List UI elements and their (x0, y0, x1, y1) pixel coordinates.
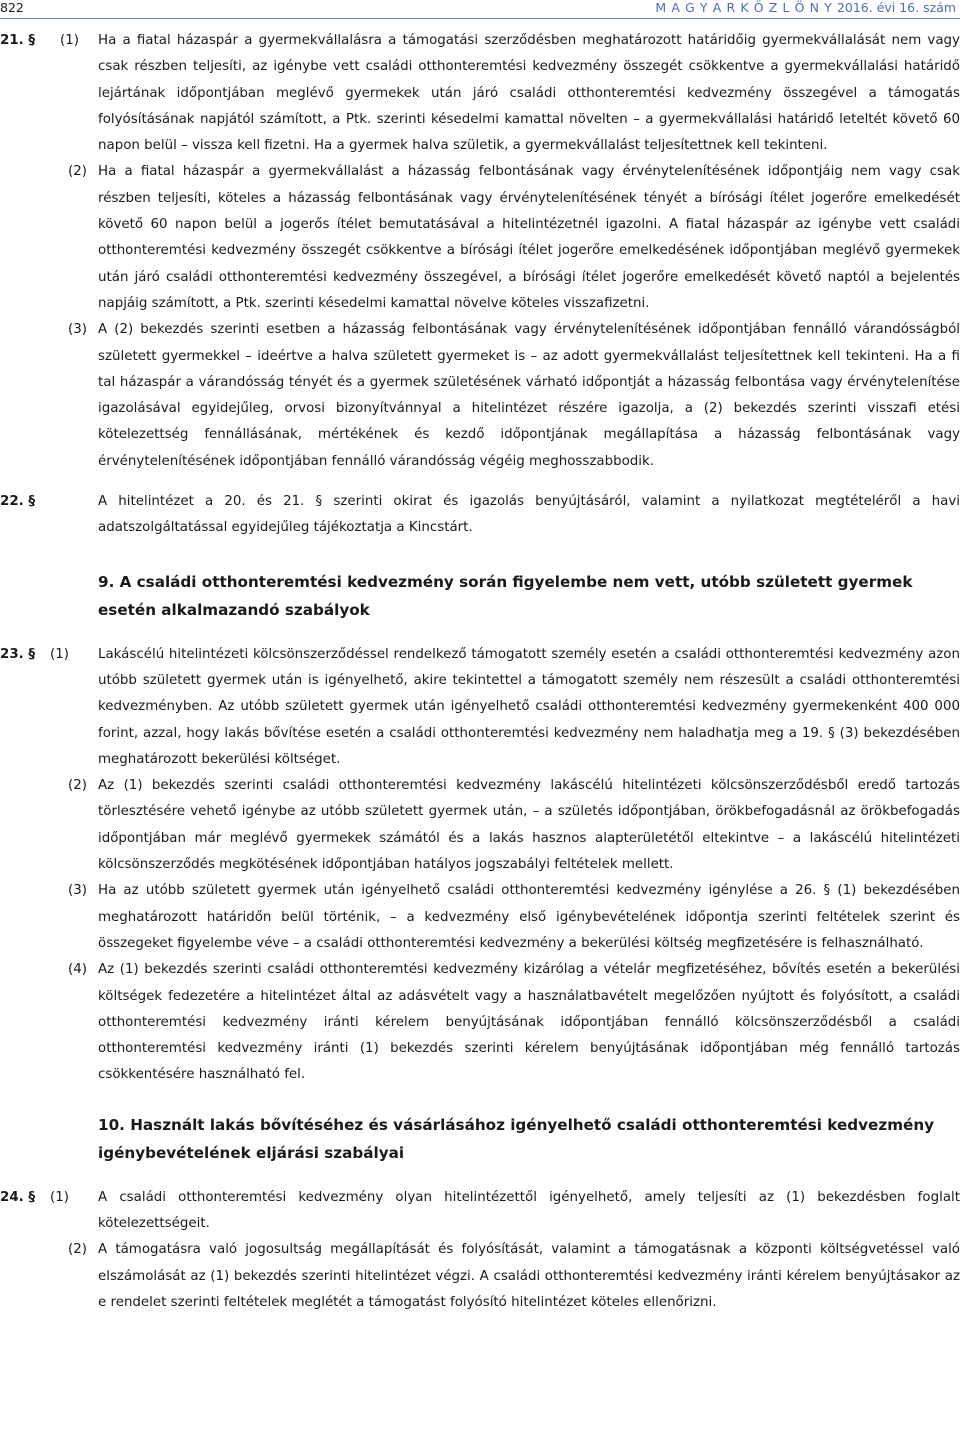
section-21-paragraph-1 (0, 28, 960, 159)
section-23-paragraph-2 (0, 773, 960, 878)
chapter-number: 9. (98, 572, 115, 591)
paragraph-label: (1) (60, 33, 79, 48)
section-number: 22. § (0, 494, 36, 510)
paragraph-text: A (2) bekezdés szerinti esetben a házasság felbontásának vagy érvénytelenítésének időpontjában fennálló várandósságból született gyermekkel – ideértve a halva született gyermeket is – az adott gyermekvállalást teljesítettnek kell tekinteni. Ha a fi tal házaspár a várandósság tényét és a gyermek születésének várható időpontját a házasság felbontása vagy érvénytelenítése igazolásával egyidejűleg, orvosi bizonyítvánnyal a hitelintézet részére igazolja, a (2) bekezdés szerinti visszafi etési kötelezettség fennállásának, mértékének és kezdő időpontjának megállapítása a házasság felbontásának vagy érvénytelenítésének időpontjában fennálló várandósság végéig meghosszabbodik. (98, 322, 960, 469)
issue-label: 2016. évi 16. szám (836, 0, 956, 15)
section-23-paragraph-4 (0, 957, 960, 1088)
spacer (0, 542, 960, 568)
section-24-paragraph-1 (0, 1185, 960, 1238)
section-number: 24. § (0, 1189, 36, 1205)
paragraph-label: (1) (50, 646, 69, 662)
paragraph-text: Ha az utóbb született gyermek után igényelhető családi otthonteremtési kedvezmény igénylése a 26. § (1) bekezdésében meghatározott határidőn belül történik, – a kedvezmény első igénybevételének időpontja szerinti feltételek szerint és összegeket figyelembe véve – a családi otthonteremtési kedvezmény a bekerülési költség megfizetésére is felhasználható. (98, 883, 960, 951)
paragraph-label: (4) (68, 962, 87, 978)
page-header (0, 0, 960, 22)
chapter-title: A családi otthonteremtési kedvezmény során figyelembe nem vett, utóbb született gyermek esetén alkalmazandó szabályok (98, 572, 913, 619)
spacer (0, 475, 960, 489)
chapter-heading-9 (98, 568, 956, 624)
paragraph-label: (3) (68, 883, 87, 899)
paragraph-label: (2) (68, 1242, 87, 1258)
section-23-paragraph-3 (0, 878, 960, 957)
paragraph-label: (2) (68, 164, 87, 180)
header-rule (0, 18, 960, 19)
running-header (655, 0, 956, 16)
paragraph-text: Az (1) bekezdés szerinti családi otthonteremtési kedvezmény kizárólag a vételár megfizetéséhez, bővítés esetén a bekerülési költségek fedezetére a hitelintézet által az adásvételt vagy a használatbavételt megelőzően nyújtott és folyósított, a családi otthonteremtési kedvezmény iránti kérelem benyújtásának időpontjában fennálló kölcsönszerződésből a családi otthonteremtési kedvezmény iránti (1) bekezdés szerinti kérelem benyújtásának időpontjában még fennálló tartozás csökkentésére használható fel. (98, 962, 960, 1083)
section-23-paragraph-1 (0, 642, 960, 773)
paragraph-label: (3) (68, 322, 87, 338)
paragraph-content: Ha a fiatal házaspár a gyermekvállalásra a támogatási szerződésben meghatározott határidőig gyermekvállalását nem vagy csak részben teljesíti, az igénybe vett családi otthonteremtési kedvezmény összegét csökkentve a gyermekvállalási határidő lejártának időpontjában meglévő gyermekek után járó családi otthonteremtési kedvezmény összegével a támogatás folyósításának napjától számított, a Ptk. szerinti késedelmi kamattal növelten – a gyermekvállalási határidő leteltét követő 60 napon belül – vissza kell fizetni. Ha a gyermek halva születik, a gyermekvállalást teljesítettnek kell tekinteni. (98, 33, 960, 154)
chapter-heading-10 (98, 1111, 956, 1167)
section-22-paragraph (0, 489, 960, 542)
section-21-paragraph-3 (0, 317, 960, 475)
paragraph-label: (1) (50, 1189, 69, 1205)
section-24-paragraph-2 (0, 1237, 960, 1316)
paragraph-text: A családi otthonteremtési kedvezmény olyan hitelintézettől igényelhető, amely teljesíti az (1) bekezdésben foglalt kötelezettségeit. (98, 1189, 960, 1231)
paragraph-text: Ha a fiatal házaspár a gyermekvállalást a házasság felbontásának vagy érvénytelenítésének időpontjáig nem vagy csak részben teljesíti, köteles a házasság felbontásának vagy érvénytelenítésének tényét a bírósági ítélet jogerőre emelkedését követő 60 napon belül a jogerős ítélet bemutatásával a hitelintézetnél igazolni. A fiatal házaspár az igénybe vett családi otthonteremtési kedvezmény összegét csökkentve a bírósági ítélet jogerőre emelkedésének időpontjában meglévő gyermekek után járó családi otthonteremtési kedvezmény összegével, a bírósági ítélet jogerőre emelkedését követő naptól a bejelentés napjáig számított, a Ptk. szerinti késedelmi kamattal növelve köteles visszafizetni. (98, 164, 960, 311)
paragraph-text: Az (1) bekezdés szerinti családi otthonteremtési kedvezmény lakáscélú hitelintézeti kölcsönszerződésből eredő tartozás törlesztésére vehető igénybe az utóbb született gyermek után, – a születés időpontjában, örökbefogadásnál az örökbefogadás időpontjában már meglévő gyermekek számától és a lakás hasznos alapterületétől eltekintve – a lakáscélú hitelintézeti kölcsönszerződés megkötésének időpontjában hatályos jogszabályi feltételek mellett. (98, 778, 960, 873)
spacer (0, 1167, 960, 1185)
paragraph-text: A hitelintézet a 20. és 21. § szerinti okirat és igazolás benyújtásáról, valamint a nyilatkozat megtételéről a havi adatszolgáltatással egyidejűleg tájékoztatja a Kincstárt. (98, 494, 960, 536)
document-body (0, 28, 960, 1316)
section-number: 21. § (0, 33, 36, 48)
chapter-title: Használt lakás bővítéséhez és vásárlásához igényelhető családi otthonteremtési kedvezmény igénybevételének eljárási szabályai (98, 1115, 935, 1162)
paragraph-text (98, 28, 960, 159)
publication-title: M A G Y A R K Ö Z L Ö N Y (655, 0, 833, 15)
page-number: 822 (0, 0, 24, 15)
paragraph-text: A támogatásra való jogosultság megállapítását és folyósítását, valamint a támogatásnak a központi költségvetéssel való elszámolását az (1) bekezdés szerinti hitelintézet végzi. A családi otthonteremtési kedvezmény iránti kérelem benyújtásakor az e rendelet szerinti feltételek meglétét a támogatást folyósító hitelintézet köteles ellenőrizni. (98, 1242, 960, 1310)
paragraph-text: Lakáscélú hitelintézeti kölcsönszerződéssel rendelkező támogatott személy esetén a családi otthonteremtési kedvezmény azon utóbb született gyermek után is igényelhető, akire tekintettel a támogatott személy nem részesült a családi otthonteremtési kedvezményben. Az utóbb született gyermek után igényelhető családi otthonteremtési kedvezmény gyermekenként 400 000 forint, azzal, hogy lakás bővítése esetén a családi otthonteremtési kedvezmény nem haladhatja meg a 19. § (3) bekezdésében meghatározott bekerülési költséget. (98, 646, 960, 767)
section-number: 23. § (0, 646, 36, 662)
spacer (0, 1089, 960, 1111)
paragraph-label: (2) (68, 778, 87, 794)
chapter-number: 10. (98, 1115, 125, 1134)
spacer (0, 624, 960, 642)
section-21-paragraph-2 (0, 159, 960, 317)
